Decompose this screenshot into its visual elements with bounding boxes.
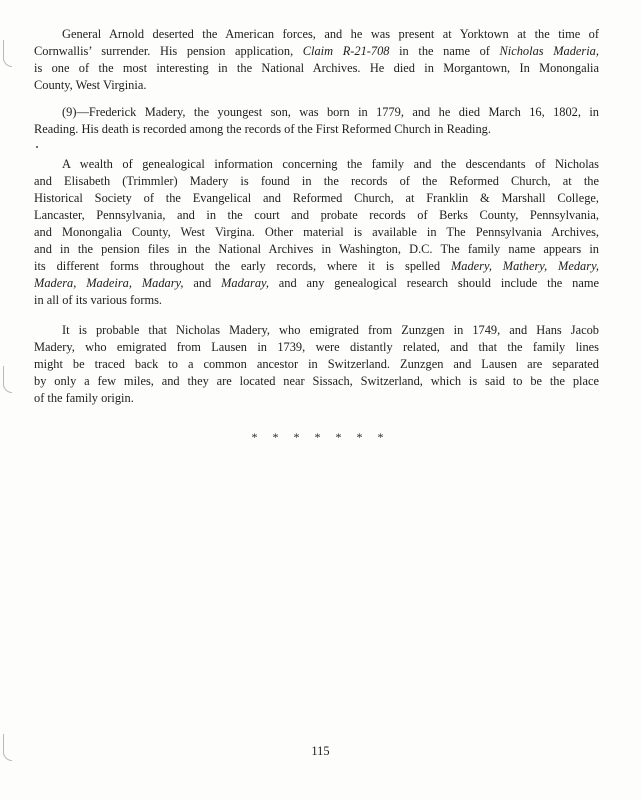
text-line xyxy=(34,26,599,43)
italic-text-run: Madaray, xyxy=(221,276,269,290)
italic-text-run: Claim R-21-708 xyxy=(302,44,390,58)
text-line xyxy=(34,356,599,373)
text-line xyxy=(34,390,599,407)
binder-hole-mark xyxy=(3,40,12,67)
paragraph-arnold xyxy=(34,26,599,94)
text-run: Reading. His death is recorded among the records of the First Reformed Church in Reading. xyxy=(34,122,491,136)
text-line xyxy=(34,322,599,339)
text-run: A wealth of genealogical information concerning the family and the descendants of Nicholas xyxy=(62,157,599,171)
text-run: County, West Virginia. xyxy=(34,78,147,92)
text-line xyxy=(34,104,599,121)
text-run: Madery, who emigrated from Lausen in 1739, were distantly related, and that the family lines xyxy=(34,340,599,354)
text-run: and Elisabeth (Trimmler) Madery is found in the records of the Reformed Church, at the xyxy=(34,174,599,188)
text-run: in the name of xyxy=(389,44,500,58)
text-run: is one of the most interesting in the National Archives. He died in Morgantown, In Monongalia xyxy=(34,61,599,75)
text-run: It is probable that Nicholas Madery, who emigrated from Zunzgen in 1749, and Hans Jacob xyxy=(62,323,599,337)
section-separator: * * * * * * * xyxy=(251,430,390,444)
text-line xyxy=(34,60,599,77)
text-run: and Monongalia County, West Virgina. Other material is available in The Pennsylvania Archives, xyxy=(34,225,599,239)
text-line xyxy=(34,241,599,258)
text-line xyxy=(34,373,599,390)
paragraph-frederick xyxy=(34,104,599,138)
text-run: of the family origin. xyxy=(34,391,134,405)
text-run: General Arnold deserted the American forces, and he was present at Yorktown at the time of xyxy=(62,27,599,41)
text-line xyxy=(34,156,599,173)
text-run: by only a few miles, and they are located near Sissach, Switzerland, which is said to be the place xyxy=(34,374,599,388)
text-line xyxy=(34,43,599,60)
text-run: in all of its various forms. xyxy=(34,293,163,307)
text-line xyxy=(34,77,599,94)
text-line xyxy=(34,207,599,224)
text-run: Cornwallis’ surrender. His pension application, xyxy=(34,44,303,58)
text-run: Historical Society of the Evangelical and Reformed Church, at Franklin & Marshall College, xyxy=(34,191,599,205)
text-run: and xyxy=(183,276,222,290)
text-run: its different forms throughout the early records, where it is spelled xyxy=(34,259,451,273)
text-line xyxy=(34,275,599,292)
paragraph-origin xyxy=(34,322,599,407)
scan-speck xyxy=(36,146,38,148)
text-run: and any genealogical research should include the name xyxy=(268,276,599,290)
text-line xyxy=(34,292,599,309)
text-run: and in the pension files in the National Archives in Washington, D.C. The family name appears in xyxy=(34,242,599,256)
text-run: (9)—Frederick Madery, the youngest son, was born in 1779, and he died March 16, 1802, in xyxy=(62,105,599,119)
page-number: 115 xyxy=(311,744,330,758)
text-line xyxy=(34,224,599,241)
text-line xyxy=(34,258,599,275)
text-run: Lancaster, Pennsylvania, and in the court and probate records of Berks County, Pennsylvania, xyxy=(34,208,599,222)
text-run: might be traced back to a common ancestor in Switzerland. Zunzgen and Lausen are separated xyxy=(34,357,599,371)
binder-hole-mark xyxy=(3,366,12,393)
text-line xyxy=(34,339,599,356)
paragraph-genealogy xyxy=(34,156,599,309)
text-line xyxy=(34,121,599,138)
italic-text-run: Nicholas Maderia, xyxy=(499,44,599,58)
text-line xyxy=(34,190,599,207)
italic-text-run: Madery, Mathery, Medary, xyxy=(450,259,599,273)
italic-text-run: Madera, Madeira, Madary, xyxy=(34,276,184,290)
text-line xyxy=(34,173,599,190)
